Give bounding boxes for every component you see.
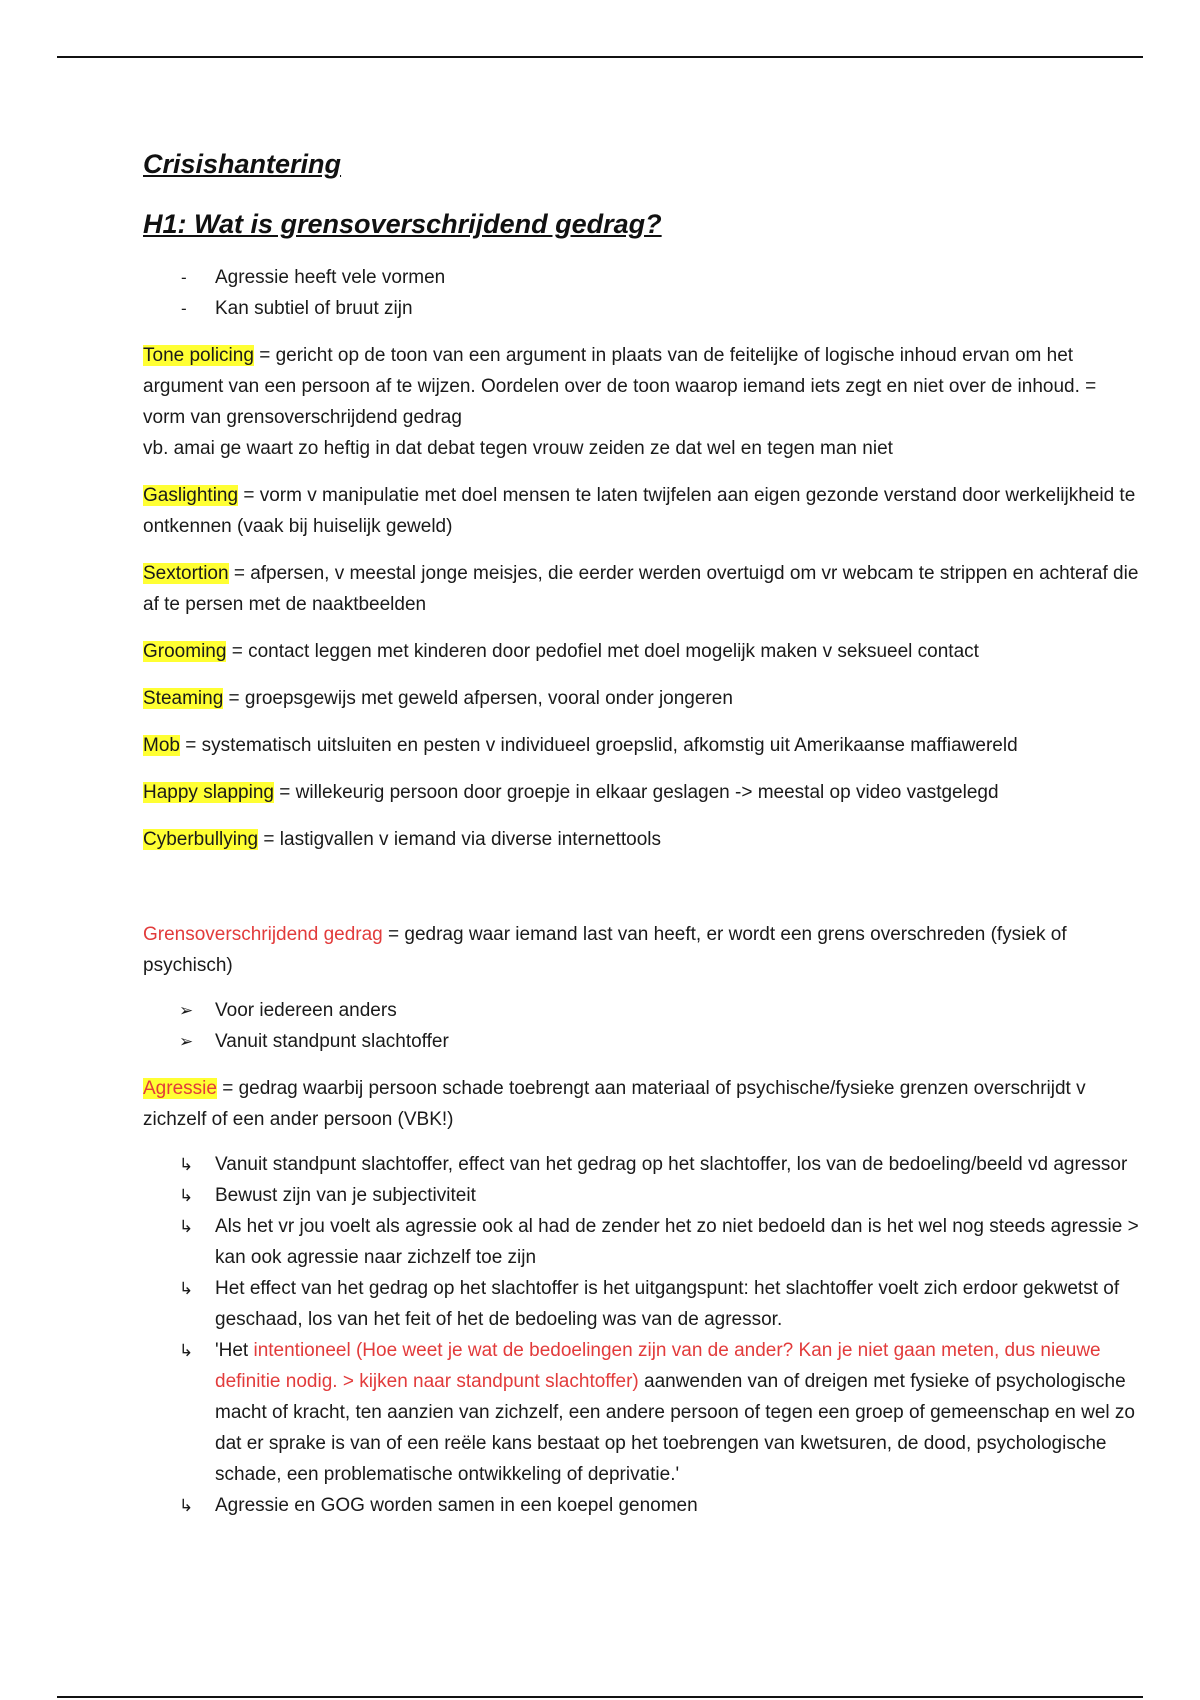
- highlighted-term: Happy slapping: [143, 782, 274, 803]
- list-item: ➢ Vanuit standpunt slachtoffer: [143, 1026, 1143, 1057]
- dash-bullet-icon: -: [181, 299, 187, 318]
- agressie-list: [143, 1149, 1143, 1521]
- list-item: ➢ Voor iedereen anders: [143, 995, 1143, 1026]
- definition-agressie: Agressie = gedrag waarbij persoon schade toebrengt aan materiaal of psychische/fysieke grenzen overschrijdt v zichzelf of een ander persoon (VBK!): [143, 1078, 1086, 1130]
- definition-grooming: Grooming = contact leggen met kinderen door pedofiel met doel mogelijk maken v seksueel contact: [143, 641, 979, 662]
- document-body: [143, 140, 1143, 1521]
- list-item: ↳ 'Het intentioneel (Hoe weet je wat de bedoelingen zijn van de ander? Kan je niet gaan meten, dus nieuwe definitie nodig. > kijken naar standpunt slachtoffer) aanwenden van of dreigen met fysieke of psychologische macht of kracht, ten aanzien van zichzelf, een andere persoon of tegen een groep of gemeenschap en wel zo dat er sprake is van of een reële kans bestaat op het toebrengen van kwetsuren, de dood, psychologische schade, een problematische ontwikkeling of deprivatie.': [143, 1335, 1143, 1490]
- definition-gog: Grensoverschrijdend gedrag = gedrag waar iemand last van heeft, er wordt een grens overschreden (fysiek of psychisch): [143, 924, 1067, 976]
- highlighted-term: Mob: [143, 735, 180, 756]
- definition-tone-policing: Tone policing = gericht op de toon van een argument in plaats van de feitelijke of logische inhoud ervan om het argument van een persoon af te wijzen. Oordelen over de toon waarop iemand iets zegt en niet over de inhoud. = vorm van grensoverschrijdend gedrag vb. amai ge waart zo heftig in dat debat tegen vrouw zeiden ze dat wel en tegen man niet: [143, 345, 1097, 459]
- highlighted-term: Cyberbullying: [143, 829, 259, 850]
- document-title: Crisishantering: [143, 149, 342, 179]
- list-item: ↳ Bewust zijn van je subjectiviteit: [143, 1180, 1143, 1211]
- highlighted-term: Grooming: [143, 641, 227, 662]
- arrow-bullet-icon: ➢: [179, 1032, 194, 1051]
- definition-steaming: Steaming = groepsgewijs met geweld afpersen, vooral onder jongeren: [143, 688, 733, 709]
- red-term: Grensoverschrijdend gedrag: [143, 924, 383, 945]
- definition-mob: Mob = systematisch uitsluiten en pesten v individueel groepslid, afkomstig uit Amerikaanse maffiawereld: [143, 735, 1018, 756]
- top-rule: [57, 56, 1143, 58]
- definition-cyberbullying: Cyberbullying = lastigvallen v iemand via diverse internettools: [143, 829, 662, 850]
- curved-arrow-bullet-icon: ↳: [179, 1186, 194, 1205]
- spacer: [143, 855, 1143, 903]
- list-item: ↳ Het effect van het gedrag op het slachtoffer is het uitgangspunt: het slachtoffer voelt zich erdoor gekwetst of geschaad, los van het feit of het de bedoeling was van de agressor.: [143, 1273, 1143, 1335]
- bottom-rule: [57, 1696, 1143, 1698]
- chapter-heading: H1: Wat is grensoverschrijdend gedrag?: [143, 209, 662, 239]
- curved-arrow-bullet-icon: ↳: [179, 1279, 194, 1298]
- highlighted-term: Sextortion: [143, 563, 229, 584]
- curved-arrow-bullet-icon: ↳: [179, 1496, 194, 1515]
- highlighted-term: Tone policing: [143, 345, 254, 366]
- example-text: vb. amai ge waart zo heftig in dat debat tegen vrouw zeiden ze dat wel en tegen man niet: [143, 438, 893, 459]
- highlighted-term: Gaslighting: [143, 485, 239, 506]
- list-item: ↳ Vanuit standpunt slachtoffer, effect van het gedrag op het slachtoffer, los van de bedoeling/beeld vd agressor: [143, 1149, 1143, 1180]
- highlighted-term: Steaming: [143, 688, 224, 709]
- gog-list: [143, 995, 1143, 1057]
- definition-happy-slapping: Happy slapping = willekeurig persoon door groepje in elkaar geslagen -> meestal op video vastgelegd: [143, 782, 999, 803]
- list-item: - Agressie heeft vele vormen: [143, 262, 1143, 293]
- list-item: ↳ Als het vr jou voelt als agressie ook al had de zender het zo niet bedoeld dan is het wel nog steeds agressie > kan ook agressie naar zichzelf toe zijn: [143, 1211, 1143, 1273]
- curved-arrow-bullet-icon: ↳: [179, 1155, 194, 1174]
- arrow-bullet-icon: ➢: [179, 1001, 194, 1020]
- curved-arrow-bullet-icon: ↳: [179, 1217, 194, 1236]
- definition-gaslighting: Gaslighting = vorm v manipulatie met doel mensen te laten twijfelen aan eigen gezonde verstand door werkelijkheid te ontkennen (vaak bij huiselijk geweld): [143, 485, 1136, 537]
- curved-arrow-bullet-icon: ↳: [179, 1341, 194, 1360]
- highlighted-term: Agressie: [143, 1078, 217, 1099]
- list-item: - Kan subtiel of bruut zijn: [143, 293, 1143, 324]
- red-text: intentioneel (Hoe weet je wat de bedoelingen zijn van de ander? Kan je niet gaan meten, dus nieuwe definitie nodig. > kijken naar standpunt slachtoffer): [215, 1340, 1101, 1392]
- definition-sextortion: Sextortion = afpersen, v meestal jonge meisjes, die eerder werden overtuigd om vr webcam te strippen en achteraf die af te persen met de naaktbeelden: [143, 563, 1139, 615]
- intro-list: [143, 262, 1143, 324]
- list-item: ↳ Agressie en GOG worden samen in een koepel genomen: [143, 1490, 1143, 1521]
- dash-bullet-icon: -: [181, 268, 187, 287]
